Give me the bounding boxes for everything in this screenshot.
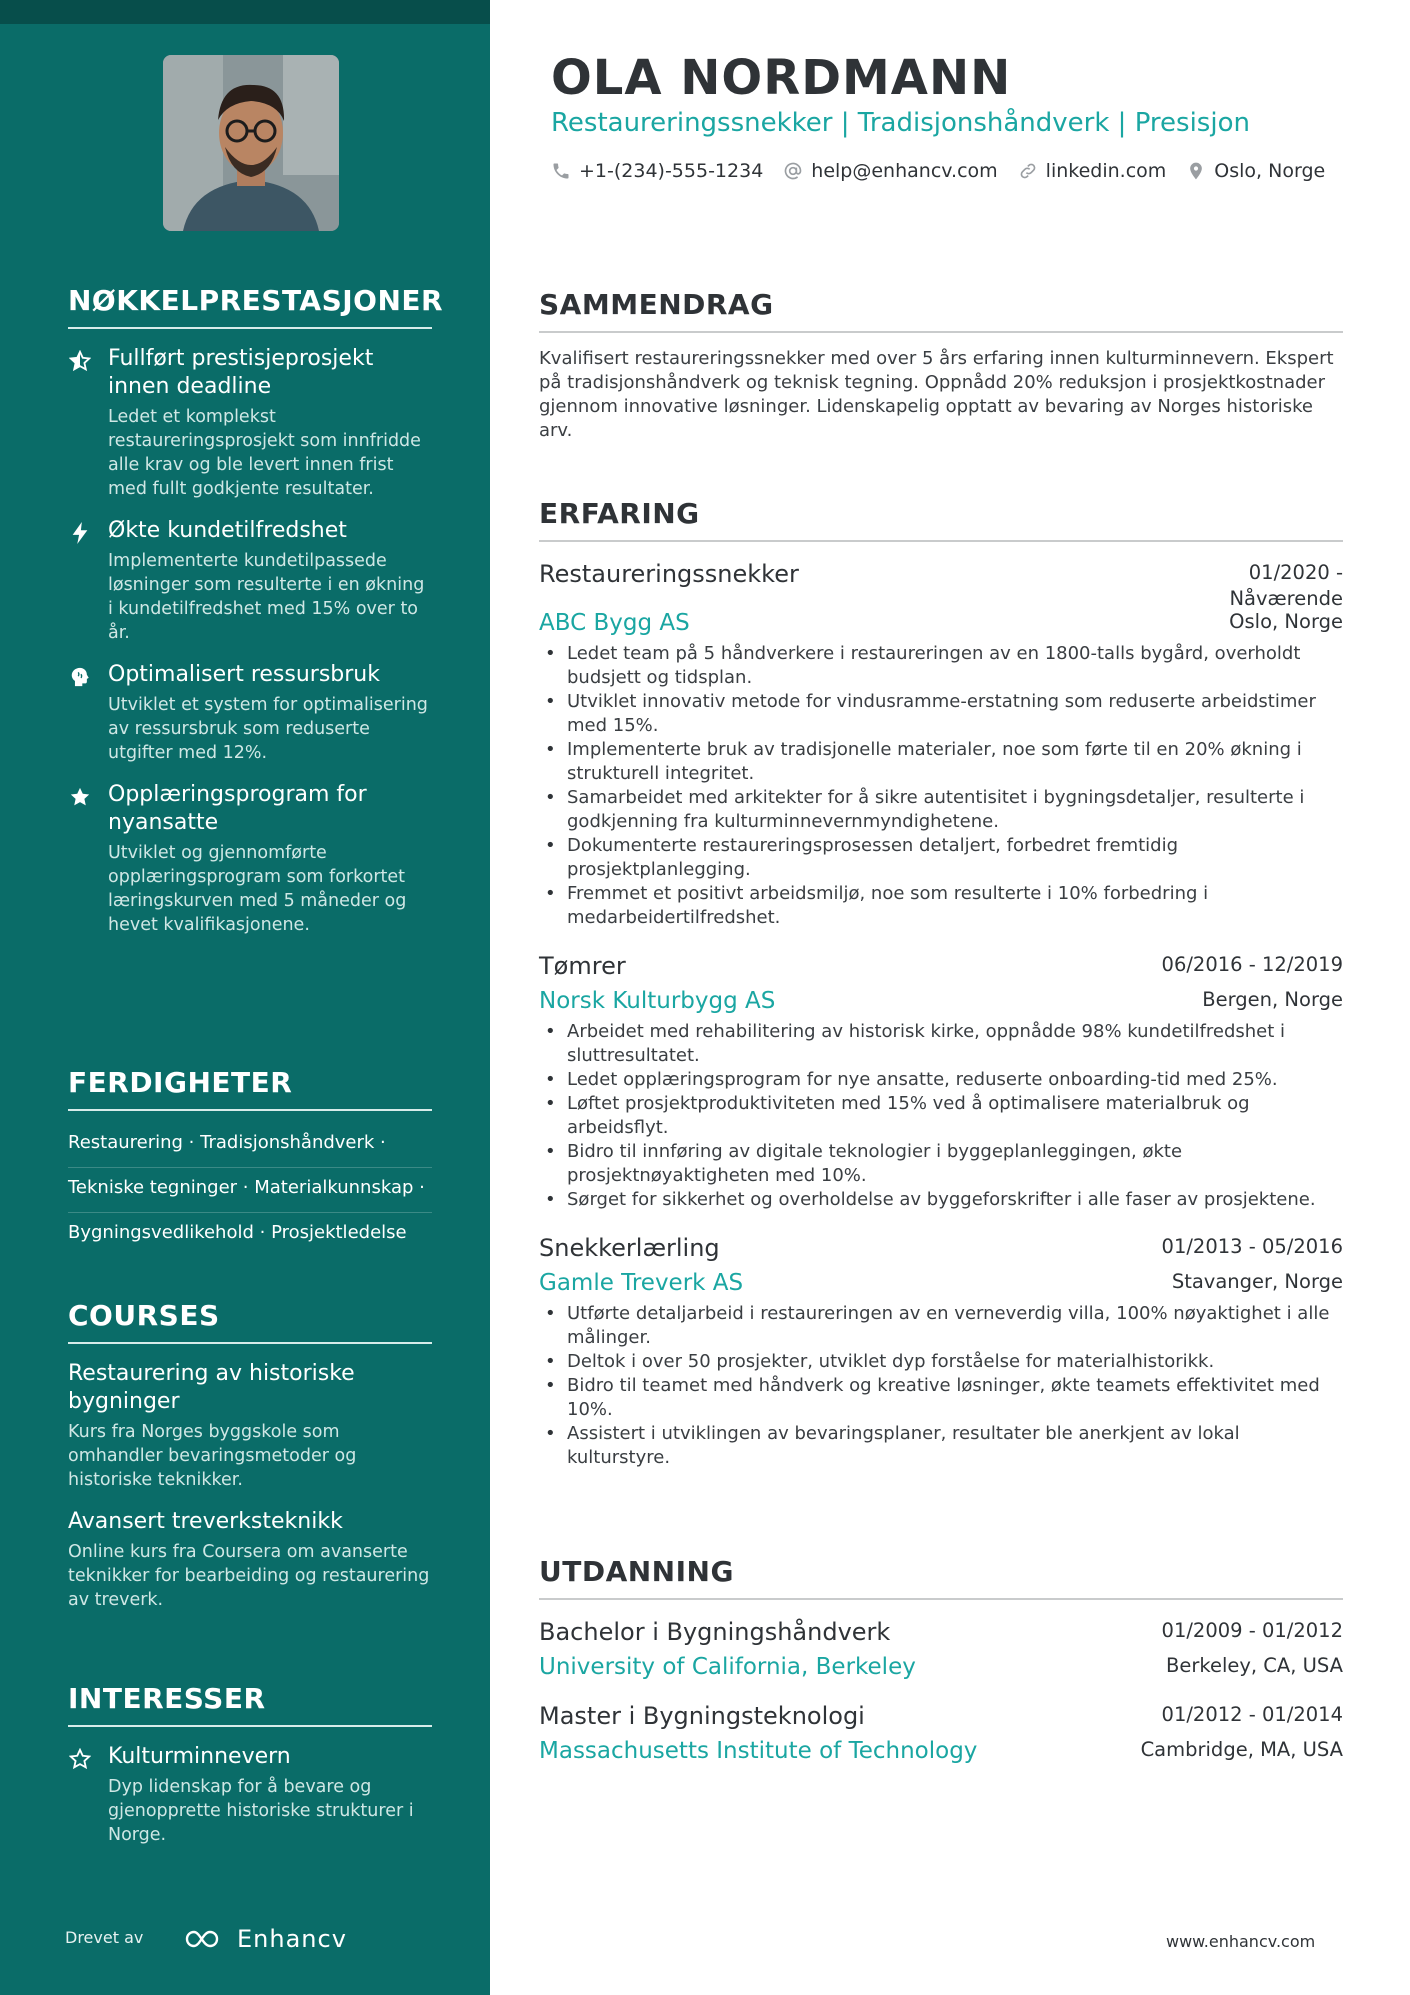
bullet: • Assistert i utviklingen av bevaringsplaner, resultater ble anerkjent av lokal kulturstyre. <box>539 1422 1343 1470</box>
bullet: • Ledet opplæringsprogram for nye ansatte, reduserte onboarding-tid med 25%. <box>539 1068 1343 1092</box>
contact-phone[interactable] <box>551 160 763 182</box>
achievement-item <box>68 517 432 645</box>
job-location: Bergen, Norge <box>1202 988 1343 1011</box>
education-entry <box>539 1702 1343 1764</box>
achievement-item <box>68 661 432 765</box>
job-company[interactable]: ABC Bygg AS <box>539 610 690 636</box>
school[interactable]: Massachusetts Institute of Technology <box>539 1738 978 1764</box>
job-bullets <box>539 1020 1343 1212</box>
profile-photo <box>163 55 339 231</box>
interest-title: Kulturminnevern <box>108 1744 291 1769</box>
linkedin-text: linkedin.com <box>1045 160 1167 182</box>
course-title: Avansert treverksteknikk <box>68 1509 343 1534</box>
logo-text: Enhancv <box>237 1925 347 1953</box>
achievement-item <box>68 345 432 501</box>
sidebar-top-bar <box>0 0 490 24</box>
summary-text: Kvalifisert restaureringssnekker med over 5 års erfaring innen kulturminnevern. Ekspert på tradisjonshåndverk og teknisk tegning. Oppnådd 20% reduksjon i prosjektkostnader gjennom innovative løsninger. Lidenskapelig opptatt av bevaring av Norges historiske arv. <box>539 348 1334 441</box>
school[interactable]: University of California, Berkeley <box>539 1654 916 1680</box>
contact-location <box>1186 160 1325 182</box>
skills-section <box>68 1066 432 1261</box>
bullet: • Løftet prosjektproduktiviteten med 15% ved å optimalisere materialbruk og arbeidsflyt. <box>539 1092 1343 1140</box>
experience-title: ERFARING <box>539 497 1343 542</box>
achievement-description: Implementerte kundetilpassede løsninger som resulterte i en økning i kundetilfredshet med 15% over to år. <box>108 551 425 643</box>
education-location: Berkeley, CA, USA <box>1165 1654 1343 1677</box>
education-location: Cambridge, MA, USA <box>1140 1738 1343 1761</box>
bullet: • Ledet team på 5 håndverkere i restaureringen av en 1800-talls bygård, overholdt budsjett og tidsplan. <box>539 642 1343 690</box>
job-company[interactable]: Gamle Treverk AS <box>539 1270 744 1296</box>
phone-icon <box>551 161 571 181</box>
bullet: • Implementerte bruk av tradisjonelle materialer, noe som førte til en 20% økning i strukturell integritet. <box>539 738 1343 786</box>
bullet: • Sørget for sikkerhet og overholdelse av byggeforskrifter i alle faser av prosjektene. <box>539 1188 1343 1212</box>
bullet: • Fremmet et positivt arbeidsmiljø, noe som resulterte i 10% forbedring i medarbeidertilfredshet. <box>539 882 1343 930</box>
interest-description: Dyp lidenskap for å bevare og gjenopprette historiske strukturer i Norge. <box>108 1777 414 1845</box>
interests-section <box>68 1682 432 1847</box>
achievement-title: Opplæringsprogram for nyansatte <box>108 782 367 835</box>
star-outline-icon <box>68 1747 92 1771</box>
course-description: Online kurs fra Coursera om avanserte teknikker for bearbeiding og restaurering av treverk. <box>68 1542 430 1610</box>
job-role: Snekkerlærling <box>539 1234 720 1262</box>
enhancv-logo[interactable] <box>183 1925 347 1953</box>
skills-list <box>68 1127 432 1257</box>
job-entry <box>539 1234 1343 1470</box>
job-bullets <box>539 1302 1343 1470</box>
achievements-section <box>68 284 444 937</box>
job-dates-start: 01/2020 - <box>1248 561 1343 584</box>
email-text: help@enhancv.com <box>811 160 998 182</box>
education-title: UTDANNING <box>539 1555 1343 1600</box>
bullet: • Bidro til teamet med håndverk og kreative løsninger, økte teamets effektivitet med 10%. <box>539 1374 1343 1422</box>
bullet: • Utviklet innovativ metode for vindusramme-erstatning som reduserte arbeidstimer med 15%. <box>539 690 1343 738</box>
skills-line: Bygningsvedlikehold · Prosjektledelse <box>68 1222 407 1243</box>
education-section <box>539 1555 1343 1764</box>
location-text: Oslo, Norge <box>1214 160 1326 182</box>
footer-url[interactable]: www.enhancv.com <box>1166 1932 1316 1951</box>
bullet: • Samarbeidet med arkitekter for å sikre autentisitet i bygningsdetaljer, resulterte i godkjenning fra kulturminnevernmyndighetene. <box>539 786 1343 834</box>
job-role: Restaureringssnekker <box>539 560 799 588</box>
achievements-title: NØKKELPRESTASJONER <box>68 284 432 329</box>
location-pin-icon <box>1186 161 1206 181</box>
achievement-description: Ledet et komplekst restaureringsprosjekt som innfridde alle krav og ble levert innen frist med fullt godkjente resultater. <box>108 407 421 499</box>
courses-section <box>68 1299 432 1612</box>
job-dates: 06/2016 - 12/2019 <box>1161 953 1343 976</box>
achievement-description: Utviklet et system for optimalisering av ressursbruk som reduserte utgifter med 12%. <box>108 695 428 763</box>
course-item <box>68 1360 432 1492</box>
powered-by-label: Drevet av <box>65 1928 144 1947</box>
education-dates: 01/2012 - 01/2014 <box>1161 1703 1343 1726</box>
contact-linkedin[interactable] <box>1018 160 1167 182</box>
job-location: Oslo, Norge <box>1229 610 1343 633</box>
degree: Bachelor i Bygningshåndverk <box>539 1618 891 1646</box>
achievement-title: Økte kundetilfredshet <box>108 518 347 543</box>
bullet: • Utførte detaljarbeid i restaureringen av en verneverdig villa, 100% nøyaktighet i alle målinger. <box>539 1302 1343 1350</box>
achievement-title: Fullført prestisjeprosjekt innen deadline <box>108 346 374 399</box>
achievement-description: Utviklet og gjennomførte opplæringsprogram som forkortet læringskurven med 5 måneder og hevet kvalifikasjonene. <box>108 843 407 935</box>
brain-icon <box>68 665 92 689</box>
experience-section <box>539 497 1343 1470</box>
at-icon <box>783 161 803 181</box>
job-dates <box>1229 560 1343 612</box>
education-dates: 01/2009 - 01/2012 <box>1161 1619 1343 1642</box>
skills-title: FERDIGHETER <box>68 1066 432 1111</box>
job-role: Tømrer <box>539 952 626 980</box>
course-description: Kurs fra Norges byggskole som omhandler bevaringsmetoder og historiske teknikker. <box>68 1422 357 1490</box>
job-dates: 01/2013 - 05/2016 <box>1161 1235 1343 1258</box>
bullet: • Bidro til innføring av digitale teknologier i byggeplanleggingen, økte prosjektnøyaktigheten med 10%. <box>539 1140 1343 1188</box>
job-entry <box>539 560 1343 930</box>
sidebar <box>0 0 490 1995</box>
summary-title: SAMMENDRAG <box>539 288 1343 333</box>
summary-section <box>539 288 1343 443</box>
skills-line: Restaurering · Tradisjonshåndverk · <box>68 1127 432 1168</box>
candidate-name: OLA NORDMANN <box>551 50 1012 106</box>
skills-line: Tekniske tegninger · Materialkunnskap · <box>68 1172 432 1213</box>
interest-item <box>68 1743 432 1847</box>
education-entry <box>539 1618 1343 1680</box>
achievement-title: Optimalisert ressursbruk <box>108 662 380 687</box>
contact-row <box>551 160 1325 182</box>
job-entry <box>539 952 1343 1212</box>
link-icon <box>1018 161 1038 181</box>
course-title: Restaurering av historiske bygninger <box>68 1361 355 1414</box>
job-location: Stavanger, Norge <box>1171 1270 1343 1293</box>
bullet: • Dokumenterte restaureringsprosessen detaljert, forbedret fremtidig prosjektplanlegging. <box>539 834 1343 882</box>
achievement-item <box>68 781 432 937</box>
job-bullets <box>539 642 1343 930</box>
degree: Master i Bygningsteknologi <box>539 1702 865 1730</box>
star-icon <box>68 785 92 809</box>
interests-title: INTERESSER <box>68 1682 432 1727</box>
job-company[interactable]: Norsk Kulturbygg AS <box>539 988 776 1014</box>
star-half-icon <box>68 349 92 373</box>
contact-email[interactable] <box>783 160 997 182</box>
bullet: • Deltok i over 50 prosjekter, utviklet dyp forståelse for materialhistorikk. <box>539 1350 1343 1374</box>
lightning-icon <box>68 521 92 545</box>
enhancv-logo-icon <box>183 1928 229 1950</box>
bullet: • Arbeidet med rehabilitering av historisk kirke, oppnådde 98% kundetilfredshet i sluttresultatet. <box>539 1020 1343 1068</box>
courses-title: COURSES <box>68 1299 432 1344</box>
job-dates-end: Nåværende <box>1229 587 1343 610</box>
phone-text: +1-(234)-555-1234 <box>579 160 764 182</box>
tagline: Restaureringssnekker | Tradisjonshåndverk | Presisjon <box>551 108 1250 138</box>
course-item <box>68 1508 432 1612</box>
